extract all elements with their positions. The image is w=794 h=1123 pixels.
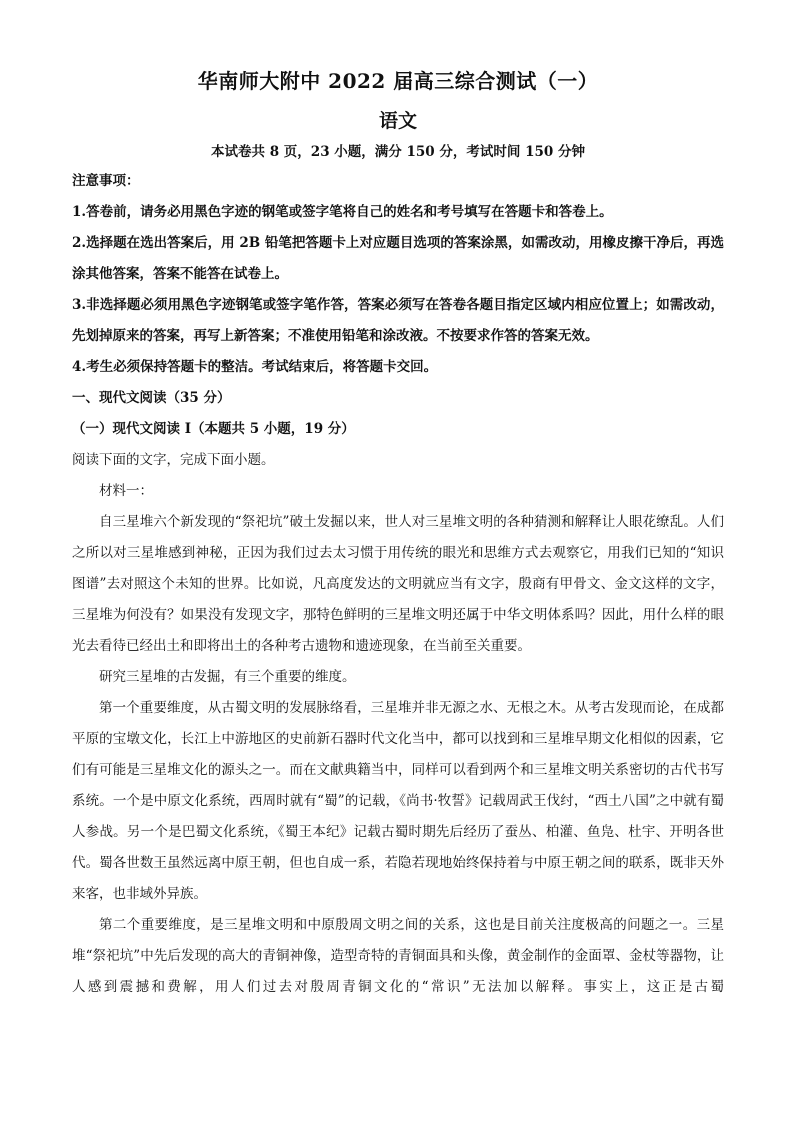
notice-item-2: 2.选择题在选出答案后，用 2B 铅笔把答题卡上对应题目选项的答案涂黑，如需改动，用橡皮擦干净后，再选涂其他答案，答案不能答在试卷上。: [72, 235, 724, 282]
section-instruction: 阅读下面的文字，完成下面小题。: [72, 452, 275, 468]
body-paragraph-2: 研究三星堆的古发掘，有三个重要的维度。: [99, 669, 356, 685]
body-paragraph-3: 第一个重要维度，从古蜀文明的发展脉络看，三星堆并非无源之水、无根之木。从考古发现而论，在成都平原的宝墩文化，长江上中游地区的史前新石器时代文化当中，都可以找到和三星堆早期文化相似的因素，它们有可能是三星堆文化的源头之一。而在文献典籍当中，同样可以看到两个和三星堆文明关系密切的古代书写系统。一个是中原文化系统，西周时就有“蜀”的记载，《尚书·牧誓》记载周武王伐纣，“西土八国”之中就有蜀人参战。另一个是巴蜀文化系统，《蜀王本纪》记载古蜀时期先后经历了蚕丛、柏灌、鱼凫、杜宇、开明各世代。蜀各世数王虽然远离中原王朝，但也自成一系，若隐若现地始终保持着与中原王朝之间的联系，既非天外来客，也非域外异族。: [72, 700, 724, 902]
exam-title: 华南师大附中 2022 届高三综合测试（一）: [197, 69, 599, 93]
notice-item-1: 1.答卷前，请务必用黑色字迹的钢笔或签字笔将自己的姓名和考号填写在答题卡和答卷上。: [72, 204, 613, 220]
section-subheading: （一）现代文阅读 I（本题共 5 小题，19 分）: [72, 421, 355, 437]
section-heading: 一、现代文阅读（35 分）: [72, 390, 231, 406]
exam-info: 本试卷共 8 页，23 小题，满分 150 分，考试时间 150 分钟: [211, 144, 585, 160]
subject-title: 语文: [378, 110, 417, 132]
notice-heading: 注意事项：: [72, 173, 140, 189]
notice-section: [72, 166, 724, 383]
body-paragraph-1: 自三星堆六个新发现的“祭祀坑”破土发掘以来，世人对三星堆文明的各种猜测和解释让人眼花缭乱。人们之所以对三星堆感到神秘，正因为我们过去太习惯于用传统的眼光和思维方式去观察它，用我们已知的“知识图谱”去对照这个未知的世界。比如说，凡高度发达的文明就应当有文字，殷商有甲骨文、金文这样的文字，三星堆为何没有？如果没有发现文字，那特色鲜明的三星堆文明还属于中华文明体系吗？因此，用什么样的眼光去看待已经出土和即将出土的各种考古遗物和遗迹现象，在当前至关重要。: [72, 514, 724, 654]
notice-item-3: 3.非选择题必须用黑色字迹钢笔或签字笔作答，答案必须写在答卷各题目指定区域内相应位置上；如需改动，先划掉原来的答案，再写上新答案；不准使用铅笔和涂改液。不按要求作答的答案无效。: [72, 297, 724, 344]
notice-item-4: 4.考生必须保持答题卡的整洁。考试结束后，将答题卡交回。: [72, 359, 438, 375]
body-paragraph-4: 第二个重要维度，是三星堆文明和中原殷周文明之间的关系，这也是目前关注度极高的问题之一。三星堆“祭祀坑”中先后发现的高大的青铜神像，造型奇特的青铜面具和头像，黄金制作的金面罩、金杖等器物，让人感到震撼和费解，用人们过去对殷周青铜文化的“常识”无法加以解释。事实上，这正是古蜀: [72, 917, 724, 995]
material-label: 材料一：: [99, 483, 153, 499]
reading-section: [72, 383, 724, 1003]
